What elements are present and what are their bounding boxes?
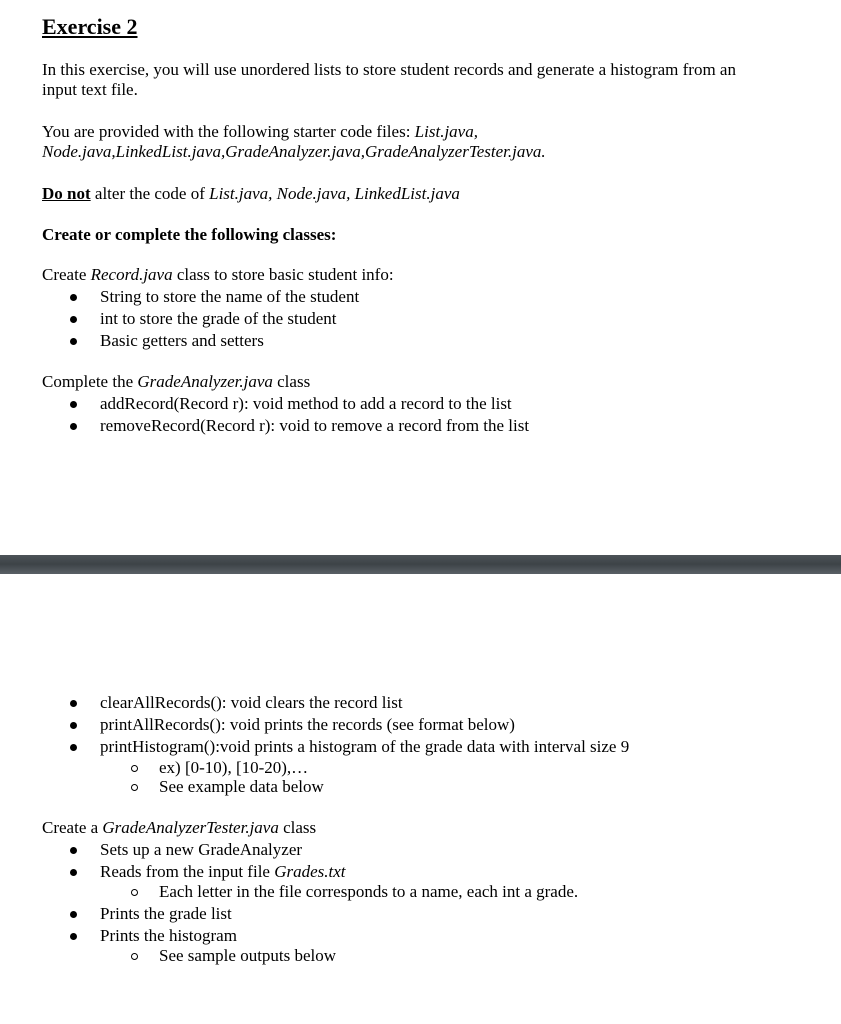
record-prefix: Create	[42, 265, 91, 284]
record-class-intro	[42, 265, 802, 285]
record-suffix: class to store basic student info:	[172, 265, 394, 284]
tester-read-text: Reads from the input file	[100, 862, 275, 881]
starter-files-line-1: List.java,	[414, 122, 478, 141]
analyzer-class-intro	[42, 372, 802, 392]
tester-input-file: Grades.txt	[274, 862, 346, 881]
create-heading: Create or complete the following classes:	[42, 225, 337, 244]
document-page-2	[0, 574, 841, 1024]
do-not-label: Do not	[42, 184, 91, 203]
list-item	[100, 862, 346, 882]
list-item: printHistogram():void prints a histogram of the grade data with interval size 9	[100, 737, 630, 756]
starter-files-paragraph	[42, 122, 802, 162]
list-item: Basic getters and setters	[100, 331, 264, 350]
sub-list-item: Each letter in the file corresponds to a name, each int a grade.	[159, 882, 579, 901]
do-not-alter-paragraph	[42, 184, 802, 204]
sub-list-item: See sample outputs below	[159, 946, 337, 965]
starter-prefix: You are provided with the following starter code files:	[42, 122, 415, 141]
list-item: Prints the grade list	[100, 904, 232, 923]
list-item: printAllRecords(): void prints the records (see format below)	[100, 715, 515, 734]
record-file: Record.java	[90, 265, 173, 284]
analyzer-suffix: class	[272, 372, 311, 391]
do-not-rest: alter the code of	[90, 184, 210, 203]
page-title: Exercise 2	[42, 14, 138, 39]
list-item: int to store the grade of the student	[100, 309, 337, 328]
tester-prefix: Create a	[42, 818, 103, 837]
intro-paragraph	[42, 60, 802, 100]
list-item: Sets up a new GradeAnalyzer	[100, 840, 303, 859]
list-item: removeRecord(Record r): void to remove a record from the list	[100, 416, 530, 435]
list-item: addRecord(Record r): void method to add a record to the list	[100, 394, 512, 413]
tester-file: GradeAnalyzerTester.java	[102, 818, 279, 837]
tester-suffix: class	[278, 818, 317, 837]
do-not-files: List.java, Node.java, LinkedList.java	[209, 184, 460, 203]
analyzer-prefix: Complete the	[42, 372, 138, 391]
sub-list-item: ex) [0-10), [10-20),…	[159, 758, 309, 777]
list-item: clearAllRecords(): void clears the record list	[100, 693, 403, 712]
intro-line-1: In this exercise, you will use unordered lists to store student records and generate a histogram from an	[42, 60, 736, 79]
analyzer-file: GradeAnalyzer.java	[137, 372, 273, 391]
starter-files-line-2: Node.java,LinkedList.java,GradeAnalyzer.java,GradeAnalyzerTester.java.	[42, 142, 546, 161]
list-item: String to store the name of the student	[100, 287, 360, 306]
intro-line-2: input text file.	[42, 80, 138, 99]
page-separator	[0, 555, 841, 574]
sub-list-item: See example data below	[159, 777, 324, 796]
list-item: Prints the histogram	[100, 926, 237, 945]
tester-class-intro	[42, 818, 802, 838]
